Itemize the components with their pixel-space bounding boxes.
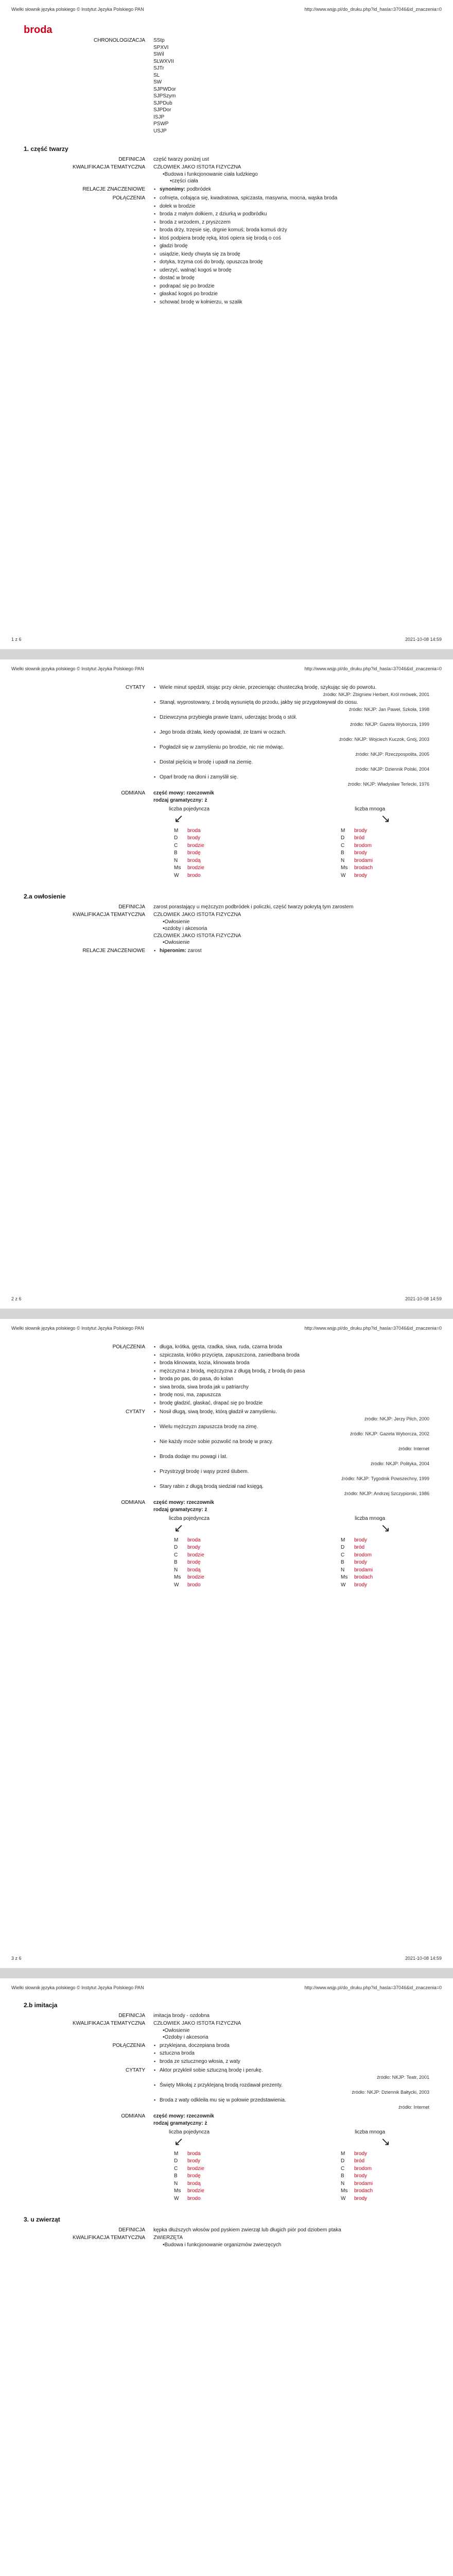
chron-item: SJPSzym <box>153 93 176 99</box>
collocation: ▪ brodę gładzić, głaskać, drapać się po brodzie <box>153 1400 429 1407</box>
print-date: 2021-10-08 14:59 <box>405 636 442 642</box>
page-content <box>24 683 429 956</box>
chronology-row <box>24 37 429 134</box>
quote: ▪ Stary rabin z długą brodą siedział nad księgą. źródło: NKJP: Andrzej Szczypiorski, 1986 <box>153 1483 429 1497</box>
topic-sub[interactable]: • ozdoby i akcesoria <box>163 925 429 933</box>
singular-forms: M broda D brody C brodzie B brodę N brodą Ms brodzie W brodo <box>174 2150 204 2201</box>
arrow-down-right-icon: ↘ <box>380 1521 390 1534</box>
topic-row <box>24 164 429 185</box>
page-4 <box>0 1978 453 2576</box>
collocations-row <box>24 195 429 307</box>
quote-source: źródło: NKJP: Polityka, 2004 <box>370 1461 429 1466</box>
quote-source: źródło: NKJP: Teatr, 2001 <box>377 2074 429 2080</box>
collocation: ▪ usiądzie, kiedy chwyta się za brodę <box>153 251 429 258</box>
relations-label: RELACJE ZNACZENIOWE <box>82 186 145 192</box>
definition-label: DEFINICJA <box>118 156 145 162</box>
topic-sub[interactable]: • Budowa i funkcjonowanie ciała ludzkiego <box>163 171 429 178</box>
topic-row <box>24 2020 429 2041</box>
page-content <box>24 1343 429 1592</box>
arrow-down-right-icon: ↘ <box>380 2134 390 2148</box>
sense-heading: 1. część twarzy <box>24 145 68 152</box>
quote: ▪ Dziewczyna przybiegła prawie łzami, uderzając brodą o stół. źródło: NKJP: Gazeta Wyborcza, 1999 <box>153 714 429 728</box>
chronology-list <box>153 37 429 134</box>
quote: ▪ Jego broda drżała, kiedy opowiadał, ze łzami w oczach. źródło: NKJP: Wojciech Kuczok, Gnój, 2003 <box>153 729 429 743</box>
relations-row <box>24 947 429 956</box>
quotes-row <box>24 684 429 789</box>
page-number: 1 z 6 <box>11 636 22 642</box>
collocation: ▪ uderzyć, walnąć kogoś w brodę <box>153 267 429 274</box>
chron-item: USJP <box>153 128 167 134</box>
header-left: Wielki słownik języka polskiego © Instytut Języka Polskiego PAN <box>11 1326 144 1331</box>
declension-table <box>153 806 429 879</box>
chron-item: PSWP <box>153 121 169 127</box>
quote-source: źródło: NKJP: Wojciech Kuczok, Gnój, 2003 <box>339 736 429 742</box>
quote-source: źródło: NKJP: Władysław Terlecki, 1976 <box>347 781 429 787</box>
gender: rodzaj gramatyczny: ż <box>153 1506 207 1513</box>
definition-text: zarost porastający u mężczyzn podbródek i policzki, część twarzy pokrytą tym zarostem <box>153 904 354 910</box>
quote-source: źródło: Internet <box>398 2104 429 2110</box>
collocation: ▪ broda po pas, do pasa, do kolan <box>153 1376 429 1383</box>
quotes-row <box>24 2067 429 2112</box>
quote-source: źródło: NKJP: Gazeta Wyborcza, 2002 <box>350 1431 429 1436</box>
topic-label: KWALIFIKACJA TEMATYCZNA <box>73 2235 145 2241</box>
quote: ▪ Broda z waty odkleiła mu się w połowie przedstawienia. źródło: Internet <box>153 2097 429 2111</box>
relations-label: RELACJE ZNACZENIOWE <box>82 947 145 954</box>
quote: ▪ Broda dodaje mu powagi i lat. źródło: NKJP: Polityka, 2004 <box>153 1453 429 1467</box>
singular-heading: liczba pojedyncza <box>169 806 210 812</box>
header-left: Wielki słownik języka polskiego © Instytut Języka Polskiego PAN <box>11 1985 144 1990</box>
topic-label: KWALIFIKACJA TEMATYCZNA <box>73 2021 145 2026</box>
definition-label: DEFINICJA <box>118 2227 145 2233</box>
chron-item: SStp <box>153 38 165 43</box>
page-content <box>24 24 429 308</box>
chron-item: SLWXVII <box>153 58 174 64</box>
header-left: Wielki słownik języka polskiego © Instytut Języka Polskiego PAN <box>11 7 144 12</box>
arrow-down-left-icon: ↙ <box>174 811 184 825</box>
singular-forms: M broda D brody C brodzie B brodę N brodą Ms brodzie W brodo <box>174 827 204 878</box>
chron-item: SPXVI <box>153 44 169 50</box>
collocation: ▪ sztuczna broda <box>153 2050 429 2057</box>
quote-source: źródło: NKJP: Rzeczpospolita, 2005 <box>355 751 429 757</box>
topic-sub[interactable]: • Budowa i funkcjonowanie organizmów zwierzęcych <box>163 2242 429 2249</box>
page-header <box>11 666 442 673</box>
relation-type: hiperonim: <box>160 947 188 954</box>
collocation: ▪ broda klinowata, kozia, klinowata broda <box>153 1360 429 1367</box>
arrow-down-left-icon: ↙ <box>174 1521 184 1534</box>
page-number: 3 z 6 <box>11 1955 22 1961</box>
topic-label: KWALIFIKACJA TEMATYCZNA <box>73 164 145 170</box>
quote-source: źródło: NKJP: Dziennik Polski, 2004 <box>355 766 429 772</box>
quote-source: źródło: NKJP: Zbigniew Herbert, Król mrówek, 2001 <box>323 691 429 697</box>
collocation: ▪ broda z małym dołkiem, z dziurką w podbródku <box>153 211 429 218</box>
definition-label: DEFINICJA <box>118 904 145 910</box>
quote: ▪ Wielu mężczyzn zapuszcza brodę na zimę. źródło: NKJP: Gazeta Wyborcza, 2002 <box>153 1423 429 1437</box>
quote-source: źródło: Internet <box>398 1446 429 1451</box>
collocation: ▪ broda ze sztucznego włosia, z waty <box>153 2058 429 2065</box>
definition-text: kępka dłuższych włosów pod pyskiem zwierząt lub długich piór pod dziobem ptaka <box>153 2227 341 2233</box>
collocation: ▪ głaskać kogoś po brodzie <box>153 291 429 298</box>
quote-source: źródło: NKJP: Jan Paweł, Szkoła, 1998 <box>349 706 429 712</box>
plural-heading: liczba mnoga <box>355 806 385 812</box>
singular-forms: M broda D brody C brodzie B brodę N brodą Ms brodzie W brodo <box>174 1537 204 1588</box>
chron-item: SW <box>153 79 162 85</box>
relation-type: synonimy: <box>160 186 187 192</box>
collocation: ▪ dostać w brodę <box>153 275 429 282</box>
page-header <box>11 1985 442 1992</box>
collocation: ▪ dołek w brodzie <box>153 203 429 210</box>
plural-forms: M brody D bród C brodom B brody N brodami Ms brodach W brody <box>341 827 373 878</box>
topic-value[interactable]: CZŁOWIEK JAKO ISTOTA FIZYCZNA <box>153 2021 241 2026</box>
page-footer <box>11 1955 442 1962</box>
quote: ▪ Przystrzygł brodę i wąsy przed ślubem. źródło: NKJP: Tygodnik Powszechny, 1999 <box>153 1468 429 1482</box>
inflection-label: ODMIANA <box>121 790 145 796</box>
chron-item: SJPDub <box>153 100 172 106</box>
plural-forms: M brody D bród C brodom B brody N brodami Ms brodach W brody <box>341 1537 373 1588</box>
chron-item: SJTr <box>153 65 164 71</box>
collocation: ▪ mężczyzna z brodą, mężczyzna z długą brodą, z brodą do pasa <box>153 1368 429 1375</box>
page-footer <box>11 636 442 643</box>
definition-row <box>24 156 429 163</box>
quote-source: źródło: NKJP: Dziennik Bałtycki, 2003 <box>352 2089 429 2095</box>
definition-row <box>24 2227 429 2234</box>
header-url[interactable]: http://www.wsjp.pl/do_druku.php?id_hasla=37046&id_znaczenia=0 <box>304 1326 442 1331</box>
page-1 <box>0 0 453 649</box>
topic-sub[interactable]: • części ciała <box>163 178 429 185</box>
gender: rodzaj gramatyczny: ż <box>153 797 207 803</box>
collocation: ▪ gładzi brodę <box>153 243 429 250</box>
quote-source: źródło: NKJP: Gazeta Wyborcza, 1999 <box>350 721 429 727</box>
quote: ▪ Wiele minut spędził, stojąc przy oknie, przecierając chusteczką brodę, szykując się do powrotu. źródło: NKJP: Zbigniew Herbert, Król mrówek, 2001 <box>153 684 429 698</box>
sense-heading: 2.a owłosienie <box>24 893 66 900</box>
sense-heading: 2.b imitacja <box>24 2002 58 2009</box>
inflection-row <box>24 790 429 882</box>
declension-table: liczba pojedyncza liczba mnoga ↙ ↘ M broda D brody C brodzie B brodę N brodą Ms brodzie W brodo M brody D bród C brodom B brody N brodami Ms brodach W brody <box>153 1515 429 1588</box>
collocation: ▪ brodę nosi, ma, zapuszcza <box>153 1392 429 1399</box>
quotes-label: CYTATY <box>126 685 145 690</box>
chronology-label: CHRONOLOGIZACJA <box>93 38 145 43</box>
page-number: 2 z 6 <box>11 1296 22 1301</box>
page-footer <box>11 1296 442 1303</box>
relation-link[interactable]: podbródek <box>186 186 212 192</box>
chron-item: SWil <box>153 52 164 57</box>
topic-sub[interactable]: • Owłosienie <box>163 919 429 926</box>
definition-label: DEFINICJA <box>118 2012 145 2019</box>
inflection-row <box>24 2113 429 2205</box>
inflection-row <box>24 1499 429 1591</box>
topic-row <box>24 911 429 946</box>
collocation: ▪ broda z wrzodem, z pryszczem <box>153 219 429 226</box>
relation-link[interactable]: zarost <box>187 947 202 954</box>
topic-value[interactable]: CZŁOWIEK JAKO ISTOTA FIZYCZNA <box>153 933 241 939</box>
quote: ▪ Nie każdy może sobie pozwolić na brodę w pracy. źródło: Internet <box>153 1438 429 1452</box>
header-url[interactable]: http://www.wsjp.pl/do_druku.php?id_hasla=37046&id_znaczenia=0 <box>304 666 442 671</box>
topic-value[interactable]: ZWIERZĘTA <box>153 2235 183 2241</box>
header-left: Wielki słownik języka polskiego © Instytut Języka Polskiego PAN <box>11 666 144 671</box>
collocations-label: POŁĄCZENIA <box>112 1344 145 1350</box>
print-date: 2021-10-08 14:59 <box>405 1955 442 1961</box>
collocation: ▪ przyklejana, doczepiana broda <box>153 2042 429 2049</box>
part-of-speech: część mowy: rzeczownik <box>153 2113 214 2119</box>
headword: broda <box>24 24 53 36</box>
collocations-label: POŁĄCZENIA <box>112 195 145 201</box>
quotes-label: CYTATY <box>126 2067 145 2073</box>
quote: ▪ Nosił długą, siwą brodę, którą gładził w zamyśleniu. źródło: NKJP: Jerzy Pilch, 2000 <box>153 1409 429 1422</box>
quote: ▪ Dostał pięścią w brodę i upadł na ziemię. źródło: NKJP: Dziennik Polski, 2004 <box>153 759 429 773</box>
part-of-speech: część mowy: rzeczownik <box>153 790 214 796</box>
topic-sub[interactable]: • Ozdoby i akcesoria <box>163 2034 429 2041</box>
quote: ▪ Oparł brodę na dłoni i zamyślił się. źródło: NKJP: Władysław Terlecki, 1976 <box>153 774 429 788</box>
quote: ▪ Aktor przykleił sobie sztuczną brodę i perukę. źródło: NKJP: Teatr, 2001 <box>153 2067 429 2081</box>
collocation: ▪ ktoś podpiera brodę ręką, ktoś opiera się brodą o coś <box>153 235 429 242</box>
inflection-label: ODMIANA <box>121 2113 145 2119</box>
page-3 <box>0 1319 453 1968</box>
relations-row <box>24 186 429 194</box>
header-url[interactable]: http://www.wsjp.pl/do_druku.php?id_hasla=37046&id_znaczenia=0 <box>304 7 442 12</box>
quote-source: źródło: NKJP: Andrzej Szczypiorski, 1986 <box>344 1490 429 1496</box>
collocation: ▪ dotyka, trzyma coś do brody, opuszcza brodę <box>153 259 429 266</box>
collocations-row <box>24 2042 429 2066</box>
collocation: ▪ długa, krótka, gęsta, rzadka, siwa, ruda, czarna broda <box>153 1344 429 1351</box>
inflection-label: ODMIANA <box>121 1500 145 1505</box>
topic-value[interactable]: CZŁOWIEK JAKO ISTOTA FIZYCZNA <box>153 164 241 170</box>
page-2 <box>0 659 453 1309</box>
sense-heading: 3. u zwierząt <box>24 2216 60 2223</box>
quote: ▪ Pogładził się w zamyśleniu po brodzie, nic nie mówiąc. źródło: NKJP: Rzeczpospolita, 2005 <box>153 744 429 758</box>
plural-forms: M brody D bród C brodom B brody N brodami Ms brodach W brody <box>341 2150 373 2201</box>
page-header <box>11 1325 442 1332</box>
chron-item: SJPDor <box>153 107 171 113</box>
collocations-row <box>24 1344 429 1408</box>
arrow-down-left-icon: ↙ <box>174 2134 184 2148</box>
arrow-down-right-icon: ↘ <box>380 811 390 825</box>
quotes-label: CYTATY <box>126 1409 145 1415</box>
collocation: ▪ broda drży, trzęsie się, drgnie komuś; broda komuś drży <box>153 227 429 234</box>
chron-item: SJPWDor <box>153 86 176 92</box>
collocation: ▪ cofnięta, cofająca się, kwadratowa, spiczasta, masywna, mocna, wąska broda <box>153 195 429 202</box>
chron-item: ISJP <box>153 114 165 120</box>
collocation: ▪ podrapać się po brodzie <box>153 283 429 290</box>
chron-item: SL <box>153 72 160 78</box>
definition-row <box>24 904 429 911</box>
collocation: ▪ schować brodę w kołnierzu, w szalik <box>153 299 429 306</box>
collocation: ▪ siwa broda, siwa broda jak u patriarchy <box>153 1384 429 1391</box>
print-date: 2021-10-08 14:59 <box>405 1296 442 1301</box>
topic-value[interactable]: CZŁOWIEK JAKO ISTOTA FIZYCZNA <box>153 912 241 918</box>
page-content <box>24 2002 429 2249</box>
topic-label: KWALIFIKACJA TEMATYCZNA <box>73 912 145 918</box>
collocation: ▪ szpiczasta, krótko przycięta, zapuszczona, zaniedbana broda <box>153 1352 429 1359</box>
header-url[interactable]: http://www.wsjp.pl/do_druku.php?id_hasla=37046&id_znaczenia=0 <box>304 1985 442 1990</box>
definition-row <box>24 2012 429 2020</box>
quotes-row <box>24 1409 429 1498</box>
collocations-label: POŁĄCZENIA <box>112 2042 145 2048</box>
declension-table: liczba pojedyncza liczba mnoga ↙ ↘ M broda D brody C brodzie B brodę N brodą Ms brodzie W brodo M brody D bród C brodom B brody N brodami Ms brodach W brody <box>153 2129 429 2202</box>
gender: rodzaj gramatyczny: ż <box>153 2120 207 2126</box>
part-of-speech: część mowy: rzeczownik <box>153 1500 214 1505</box>
quote-source: źródło: NKJP: Tygodnik Powszechny, 1999 <box>341 1476 429 1481</box>
quote: ▪ Stanął, wyprostowany, z brodą wysuniętą do przodu, jakby się przygotowywał do ciosu. źródło: NKJP: Jan Paweł, Szkoła, 1998 <box>153 699 429 713</box>
page-header <box>11 6 442 13</box>
definition-text: część twarzy poniżej ust <box>153 156 209 162</box>
quote: ▪ Święty Mikołaj z przyklejaną brodą rozdawał prezenty. źródło: NKJP: Dziennik Bałtycki, 2003 <box>153 2082 429 2096</box>
topic-sub[interactable]: • Owłosienie <box>163 2027 429 2035</box>
topic-sub[interactable]: • Owłosienie <box>163 939 429 946</box>
definition-text: imitacja brody - ozdobna <box>153 2012 210 2019</box>
quote-source: źródło: NKJP: Jerzy Pilch, 2000 <box>364 1416 429 1421</box>
topic-row <box>24 2234 429 2248</box>
